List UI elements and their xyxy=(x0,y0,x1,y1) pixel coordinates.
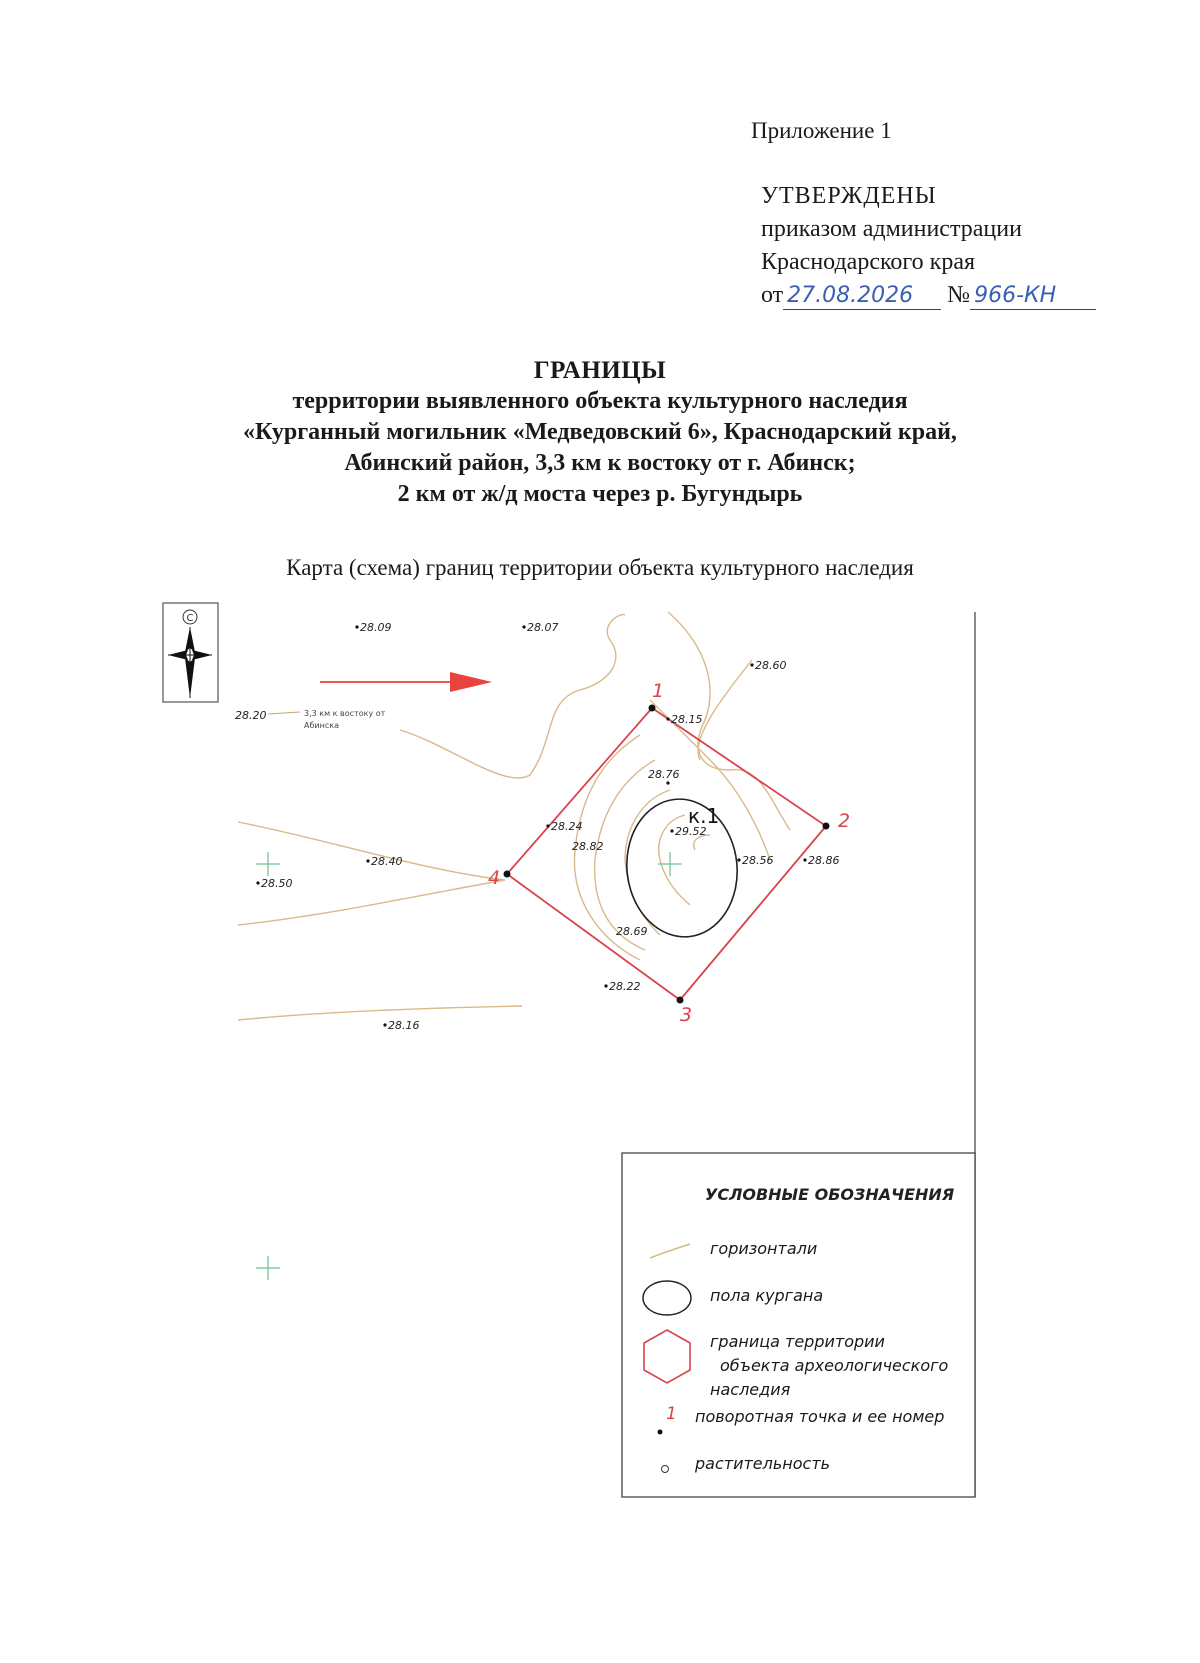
grid-crosses xyxy=(256,852,682,1280)
turning-point-3 xyxy=(677,997,684,1004)
heading-line-2: «Курганный могильник «Медведовский 6», Краснодарский край, xyxy=(243,419,957,445)
map-legend xyxy=(622,1153,975,1497)
elevation-mark: 28.16 xyxy=(388,1019,420,1032)
direction-note-line-1: 3,3 км к востоку от xyxy=(304,709,386,718)
appendix-label: Приложение 1 xyxy=(751,118,892,143)
elevation-mark: 29.52 xyxy=(675,825,707,838)
elevation-mark: 28.09 xyxy=(360,621,392,634)
legend-point: поворотная точка и ее номер xyxy=(695,1407,945,1426)
approval-line-1: приказом администрации xyxy=(761,216,1022,242)
elevation-mark: 28.69 xyxy=(616,925,648,938)
legend-title: УСЛОВНЫЕ ОБОЗНАЧЕНИЯ xyxy=(705,1185,955,1204)
date-prefix: от xyxy=(761,282,784,308)
elevation-mark: 28.86 xyxy=(808,854,840,867)
elevation-mark: 28.22 xyxy=(609,980,641,993)
turning-point-4 xyxy=(504,871,511,878)
territory-boundary xyxy=(504,705,830,1004)
north-arrow-icon xyxy=(163,603,218,702)
date-value: 27.08.2026 xyxy=(783,283,941,310)
elevation-mark: 28.24 xyxy=(551,820,583,833)
turning-point-label-2: 2 xyxy=(838,810,851,832)
heading-line-3: Абинский район, 3,3 км к востоку от г. Абинск; xyxy=(344,450,856,476)
direction-note-line-2: Абинска xyxy=(304,721,339,730)
approval-title: УТВЕРЖДЕНЫ xyxy=(761,183,937,209)
legend-boundary-line-3: наследия xyxy=(710,1380,791,1399)
turning-point-2 xyxy=(823,823,830,830)
legend-boundary-line-1: граница территории xyxy=(710,1332,885,1351)
elevation-mark: 28.60 xyxy=(755,659,787,672)
number-value: 966-КН xyxy=(970,283,1096,310)
elevation-mark: 28.82 xyxy=(572,840,604,853)
elevation-mark: 28.50 xyxy=(261,877,293,890)
elevation-mark: 28.20 xyxy=(235,709,267,722)
elevation-mark: 28.56 xyxy=(742,854,774,867)
legend-mound-base: пола кургана xyxy=(710,1286,824,1305)
approval-line-2: Краснодарского края xyxy=(761,249,976,275)
compass-letter: С xyxy=(186,613,194,624)
turning-point-label-4: 4 xyxy=(488,867,501,889)
turning-point-label-3: 3 xyxy=(680,1004,693,1026)
number-prefix: № xyxy=(947,282,971,308)
mound-label: к.1 xyxy=(688,804,720,828)
turning-point-1 xyxy=(649,705,656,712)
legend-point-symbol xyxy=(658,1430,663,1435)
heading-line-1: территории выявленного объекта культурного наследия xyxy=(292,388,908,414)
elevation-mark: 28.76 xyxy=(648,768,680,781)
elevation-mark: 28.15 xyxy=(671,713,703,726)
legend-point-number: 1 xyxy=(666,1404,677,1424)
legend-boundary-line-2: объекта археологического xyxy=(720,1356,949,1375)
legend-contours: горизонтали xyxy=(710,1239,818,1258)
elevation-mark: 28.40 xyxy=(371,855,403,868)
turning-point-label-1: 1 xyxy=(652,680,665,702)
heading-main: ГРАНИЦЫ xyxy=(533,357,667,384)
legend-vegetation: растительность xyxy=(695,1454,831,1473)
note-leader-line xyxy=(268,712,300,714)
direction-arrow xyxy=(320,672,492,692)
elevation-mark: 28.07 xyxy=(527,621,559,634)
map-caption: Карта (схема) границ территории объекта культурного наследия xyxy=(286,555,914,580)
heading-line-4: 2 км от ж/д моста через р. Бугундырь xyxy=(397,481,803,507)
